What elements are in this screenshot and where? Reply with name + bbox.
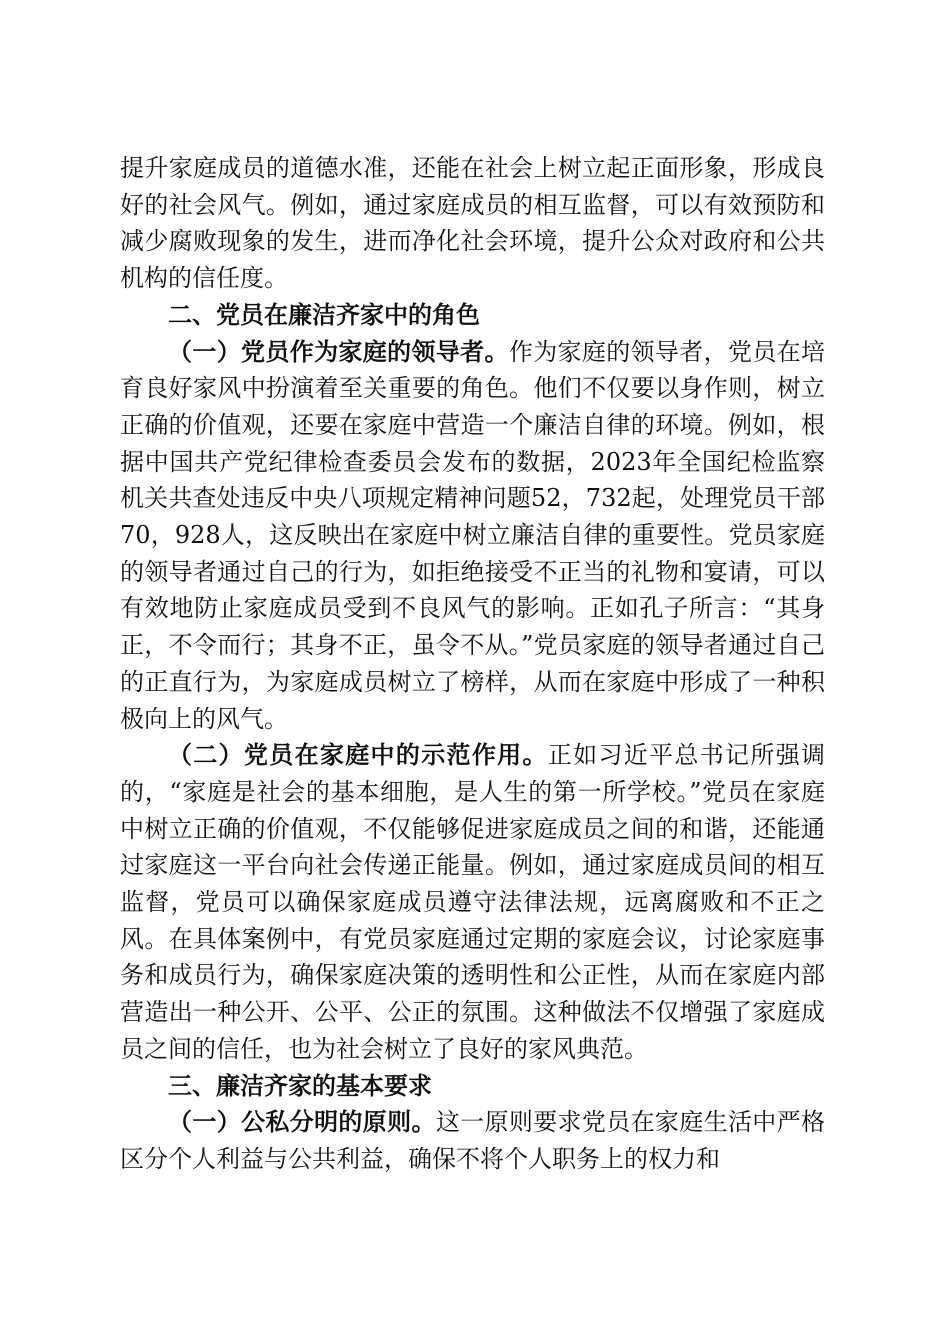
paragraph-text: 正如习近平总书记所强调的，“家庭是社会的基本细胞，是人生的第一所学校。”党员在家庭中树立正确的价值观，不仅能够促进家庭成员之间的和谐，还能通过家庭这一平台向社会传递正能量。例如，通过家庭成员间的相互监督，党员可以确保家庭成员遵守法律法规，远离腐败和不正之风。在具体案例中，有党员家庭通过定期的家庭会议，讨论家庭事务和成员行为，确保家庭决策的透明性和公正性，从而在家庭内部营造出一种公开、公平、公正的氛围。这种做法不仅增强了家庭成员之间的信任，也为社会树立了良好的家风典范。: [120, 741, 826, 1063]
paragraph-lead: （一）公私分明的原则。: [168, 1107, 436, 1137]
paragraph-text: 这一原则要求党员在家庭生活中严格区分个人利益与公共利益，确保不将个人职务上的权力和: [120, 1108, 826, 1173]
document-page: [120, 150, 825, 1178]
body-paragraph: [120, 1104, 825, 1177]
section-heading: 三、廉洁齐家的基本要求: [168, 1071, 432, 1100]
body-paragraph: 提升家庭成员的道德水准，还能在社会上树立起正面形象，形成良好的社会风气。例如，通过家庭成员的相互监督，可以有效预防和减少腐败现象的发生，进而净化社会环境，提升公众对政府和公共机构的信任度。: [120, 154, 825, 293]
body-paragraph: [120, 737, 825, 1067]
section-heading: 二、党员在廉洁齐家中的角色: [168, 300, 480, 329]
paragraph-lead: （二）党员在家庭中的示范作用。: [168, 740, 548, 770]
paragraph-lead: （一）党员作为家庭的领导者。: [168, 336, 509, 366]
paragraph-text: 作为家庭的领导者，党员在培育良好家风中扮演着至关重要的角色。他们不仅要以身作则，树立正确的价值观，还要在家庭中营造一个廉洁自律的环境。例如，根据中国共产党纪律检查委员会发布的数据，2023年全国纪检监察机关共查处违反中央八项规定精神问题52，732起，处理党员干部70，928人，这反映出在家庭中树立廉洁自律的重要性。党员家庭的领导者通过自己的行为，如拒绝接受不正当的礼物和宴请，可以有效地防止家庭成员受到不良风气的影响。正如孔子所言：“其身正，不令而行；其身不正，虽令不从。”党员家庭的领导者通过自己的正直行为，为家庭成员树立了榜样，从而在家庭中形成了一种积极向上的风气。: [120, 337, 826, 733]
body-paragraph: [120, 334, 825, 738]
